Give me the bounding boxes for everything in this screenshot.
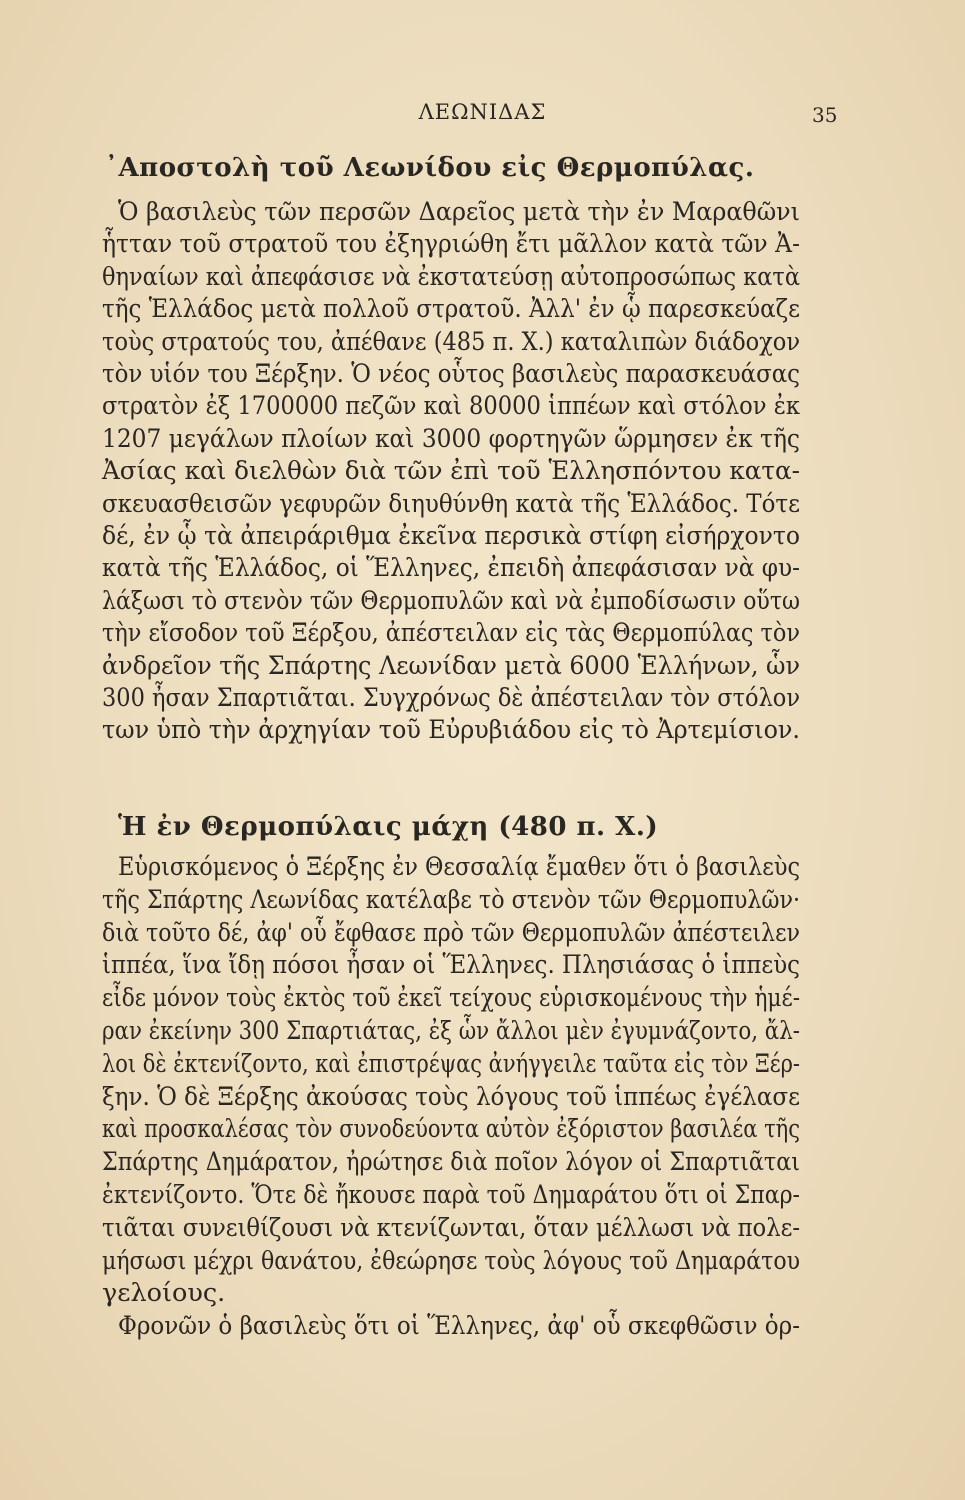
text-line: μήσωσι μέχρι θανάτου, ἐθεώρησε τοὺς λόγους τοῦ Δημαράτου — [102, 1245, 800, 1276]
text-line: εἶδε μόνον τοὺς ἐκτὸς τοῦ ἐκεῖ τείχους εὑρισκομένους τὴν ἡμέ- — [102, 983, 800, 1014]
section-heading-2: Ἡ ἐν Θερμοπύλαις μάχη (480 π. Χ.) — [118, 812, 659, 842]
text-line: ἐκτενίζοντο. Ὅτε δὲ ἤκουσε παρὰ τοῦ Δημαράτου ὅτι οἱ Σπαρ- — [102, 1180, 800, 1210]
text-line: Φρονῶν ὁ βασιλεὺς ὅτι οἱ Ἕλληνες, ἀφ' οὗ σκεφθῶσιν ὁρ- — [118, 1311, 800, 1342]
text-line: τῆς Σπάρτης Λεωνίδας κατέλαβε τὸ στενὸν τῶν Θερμοπυλῶν· — [102, 884, 800, 915]
text-line: δέ, ἐν ᾧ τὰ ἀπειράριθμα ἐκεῖνα περσικὰ στίφη εἰσήρχοντο — [102, 521, 800, 551]
text-line: ἀνδρεῖον τῆς Σπάρτης Λεωνίδαν μετὰ 6000 Ἑλλήνων, ὧν — [102, 650, 800, 681]
text-line: σκευασθεισῶν γεφυρῶν διηυθύνθη κατὰ τῆς Ἑλλάδος. Τότε — [102, 488, 800, 519]
text-line: γελοίους. — [102, 1278, 226, 1309]
text-line: ἱππέα, ἵνα ἴδῃ πόσοι ἦσαν οἱ Ἕλληνες. Πλησιάσας ὁ ἱππεὺς — [102, 950, 800, 981]
text-line: θηναίων καὶ ἀπεφάσισε νὰ ἐκστατεύσῃ αὐτοπροσώπως κατὰ — [102, 261, 800, 292]
text-line: καὶ προσκαλέσας τὸν συνοδεύοντα αὐτὸν ἐξόριστον βασιλέα τῆς — [102, 1114, 800, 1145]
text-line: των ὑπὸ τὴν ἀρχηγίαν τοῦ Εὐρυβιάδου εἰς τὸ Ἀρτεμίσιον. — [102, 715, 800, 746]
running-head: ΛΕΩΝΙΔΑΣ — [418, 100, 547, 124]
text-line: τῆς Ἑλλάδος μετὰ πολλοῦ στρατοῦ. Ἀλλ' ἐν ᾧ παρεσκεύαζε — [102, 294, 800, 325]
text-line: τὸν υἱόν του Ξέρξην. Ὁ νέος οὗτος βασιλεὺς παρασκευάσας — [102, 359, 800, 389]
text-line: Ἀσίας καὶ διελθὼν διὰ τῶν ἐπὶ τοῦ Ἑλλησπόντου κατα- — [102, 456, 800, 487]
text-line: λοι δὲ ἐκτενίζοντο, καὶ ἐπιστρέψας ἀνήγγειλε ταῦτα εἰς τὸν Ξέρ- — [102, 1048, 800, 1079]
text-line: τοὺς στρατούς του, ἀπέθανε (485 π. Χ.) καταλιπὼν διάδοχον — [102, 326, 800, 357]
section-heading-1: ᾿Αποστολὴ τοῦ Λεωνίδου εἰς Θερμοπύλας. — [105, 153, 755, 183]
text-line: ξην. Ὁ δὲ Ξέρξης ἀκούσας τοὺς λόγους τοῦ ἱππέως ἐγέλασε — [102, 1081, 800, 1112]
text-line: 300 ἦσαν Σπαρτιᾶται. Συγχρόνως δὲ ἀπέστειλαν τὸν στόλον — [102, 683, 800, 713]
text-line: Ὁ βασιλεὺς τῶν περσῶν Δαρεῖος μετὰ τὴν ἐν Μαραθῶνι — [118, 197, 800, 227]
text-line: διὰ τοῦτο δέ, ἀφ' οὗ ἔφθασε πρὸ τῶν Θερμοπυλῶν ἀπέστειλεν — [102, 917, 800, 948]
text-line: στρατὸν ἐξ 1700000 πεζῶν καὶ 80000 ἱππέων καὶ στόλον ἐκ — [102, 391, 800, 422]
text-line: κατὰ τῆς Ἑλλάδος, οἱ Ἕλληνες, ἐπειδὴ ἀπεφάσισαν νὰ φυ- — [102, 553, 800, 584]
page-number: 35 — [812, 103, 838, 127]
text-line: 1207 μεγάλων πλοίων καὶ 3000 φορτηγῶν ὥρμησεν ἐκ τῆς — [102, 423, 800, 454]
text-line: ἧτταν τοῦ στρατοῦ του ἐξηγριώθη ἔτι μᾶλλον κατὰ τῶν Ἀ- — [102, 229, 800, 260]
text-line: ραν ἐκείνην 300 Σπαρτιάτας, ἐξ ὧν ἄλλοι μὲν ἐγυμνάζοντο, ἄλ- — [102, 1016, 800, 1046]
text-line: λάξωσι τὸ στενὸν τῶν Θερμοπυλῶν καὶ νὰ ἐμποδίσωσιν οὕτω — [102, 585, 800, 616]
text-line: τιᾶται συνειθίζουσι νὰ κτενίζωνται, ὅταν μέλλωσι νὰ πολε- — [102, 1212, 800, 1243]
text-line: Εὑρισκόμενος ὁ Ξέρξης ἐν Θεσσαλίᾳ ἔμαθεν ὅτι ὁ βασιλεὺς — [118, 852, 800, 882]
text-line: Σπάρτης Δημάρατον, ἠρώτησε διὰ ποῖον λόγον οἱ Σπαρτιᾶται — [102, 1147, 800, 1178]
text-line: τὴν εἴσοδον τοῦ Ξέρξου, ἀπέστειλαν εἰς τὰς Θερμοπύλας τὸν — [102, 618, 800, 649]
